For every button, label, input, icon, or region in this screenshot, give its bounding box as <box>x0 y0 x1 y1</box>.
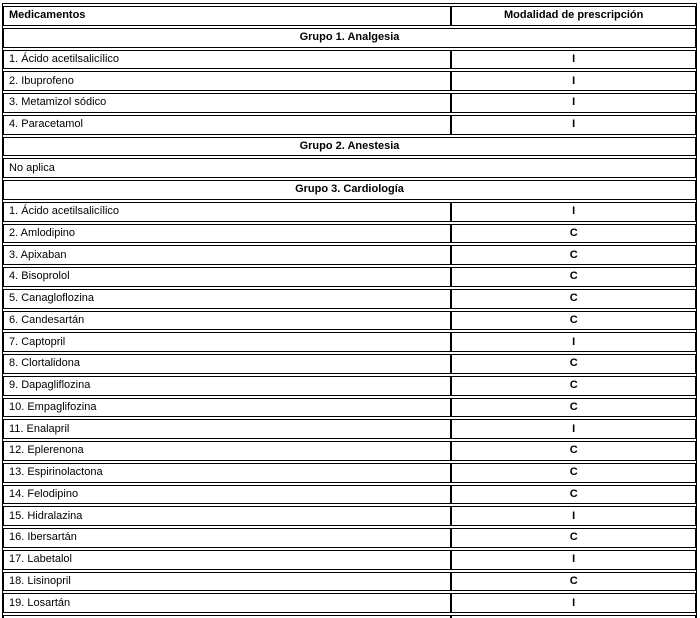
modality-cell: C <box>451 398 696 418</box>
modality-cell: C <box>451 311 696 331</box>
note-row <box>3 158 696 178</box>
modality-cell: C <box>451 245 696 265</box>
group-row-analgesia <box>3 28 696 48</box>
drug-name-cell: 3. Apixaban <box>3 245 451 265</box>
drug-row <box>3 441 696 461</box>
drug-name-cell: 6. Candesartán <box>3 311 451 331</box>
drug-row <box>3 354 696 374</box>
drug-name-cell: 8. Clortalidona <box>3 354 451 374</box>
drug-name-cell: 17. Labetalol <box>3 550 451 570</box>
modality-cell: C <box>451 463 696 483</box>
modality-cell: C <box>451 441 696 461</box>
drug-row <box>3 419 696 439</box>
drug-name-cell: 16. Ibersartán <box>3 528 451 548</box>
drug-row <box>3 93 696 113</box>
modality-cell: I <box>451 71 696 91</box>
drug-name-cell: 3. Metamizol sódico <box>3 93 451 113</box>
drug-name-cell: 10. Empaglifozina <box>3 398 451 418</box>
drug-row <box>3 267 696 287</box>
note-cell: No aplica <box>3 158 696 178</box>
drug-name-cell: 9. Dapagliflozina <box>3 376 451 396</box>
drug-name-cell: 7. Captopril <box>3 332 451 352</box>
modality-cell: I <box>451 50 696 70</box>
drug-row <box>3 202 696 222</box>
drug-name-cell: 19. Losartán <box>3 593 451 613</box>
drug-row <box>3 463 696 483</box>
drug-row <box>3 398 696 418</box>
modality-cell: C <box>451 485 696 505</box>
drug-row <box>3 376 696 396</box>
drug-name-cell: 1. Ácido acetilsalicílico <box>3 50 451 70</box>
header-row <box>3 6 696 26</box>
drug-row <box>3 115 696 135</box>
drug-row <box>3 485 696 505</box>
modality-cell: I <box>451 593 696 613</box>
drug-name-cell: 4. Paracetamol <box>3 115 451 135</box>
drug-name-cell: 18. Lisinopril <box>3 572 451 592</box>
group-header-label: Grupo 3. Cardiología <box>3 180 696 200</box>
drug-row <box>3 528 696 548</box>
drug-row <box>3 245 696 265</box>
modality-cell: I <box>451 93 696 113</box>
modality-cell: C <box>451 354 696 374</box>
drug-name-cell: 2. Amlodipino <box>3 224 451 244</box>
drug-name-cell: 1. Ácido acetilsalicílico <box>3 202 451 222</box>
drug-row <box>3 506 696 526</box>
group-row-cardiologia <box>3 180 696 200</box>
medications-table <box>2 3 697 618</box>
drug-row <box>3 289 696 309</box>
group-header-label: Grupo 1. Analgesia <box>3 28 696 48</box>
drug-row <box>3 593 696 613</box>
drug-name-cell: 11. Enalapril <box>3 419 451 439</box>
modality-cell: C <box>451 528 696 548</box>
modality-cell: I <box>451 419 696 439</box>
col-header-modalidad: Modalidad de prescripción <box>451 6 696 26</box>
drug-row <box>3 332 696 352</box>
drug-name-cell: 14. Felodipino <box>3 485 451 505</box>
modality-cell: C <box>451 289 696 309</box>
drug-name-cell: 4. Bisoprolol <box>3 267 451 287</box>
modality-cell: I <box>451 506 696 526</box>
group-row-anestesia <box>3 137 696 157</box>
drug-row <box>3 550 696 570</box>
modality-cell: C <box>451 267 696 287</box>
modality-cell: C <box>451 376 696 396</box>
modality-cell: C <box>451 224 696 244</box>
drug-row <box>3 572 696 592</box>
modality-cell: I <box>451 115 696 135</box>
group-header-label: Grupo 2. Anestesia <box>3 137 696 157</box>
drug-name-cell: 13. Espirinolactona <box>3 463 451 483</box>
drug-row <box>3 311 696 331</box>
drug-row <box>3 224 696 244</box>
drug-name-cell: 5. Canagloflozina <box>3 289 451 309</box>
drug-row <box>3 71 696 91</box>
col-header-medicamentos: Medicamentos <box>3 6 451 26</box>
drug-name-cell: 15. Hidralazina <box>3 506 451 526</box>
drug-name-cell: 2. Ibuprofeno <box>3 71 451 91</box>
modality-cell: I <box>451 332 696 352</box>
modality-cell: I <box>451 550 696 570</box>
drug-name-cell: 12. Eplerenona <box>3 441 451 461</box>
modality-cell: C <box>451 572 696 592</box>
modality-cell: I <box>451 202 696 222</box>
drug-row <box>3 50 696 70</box>
